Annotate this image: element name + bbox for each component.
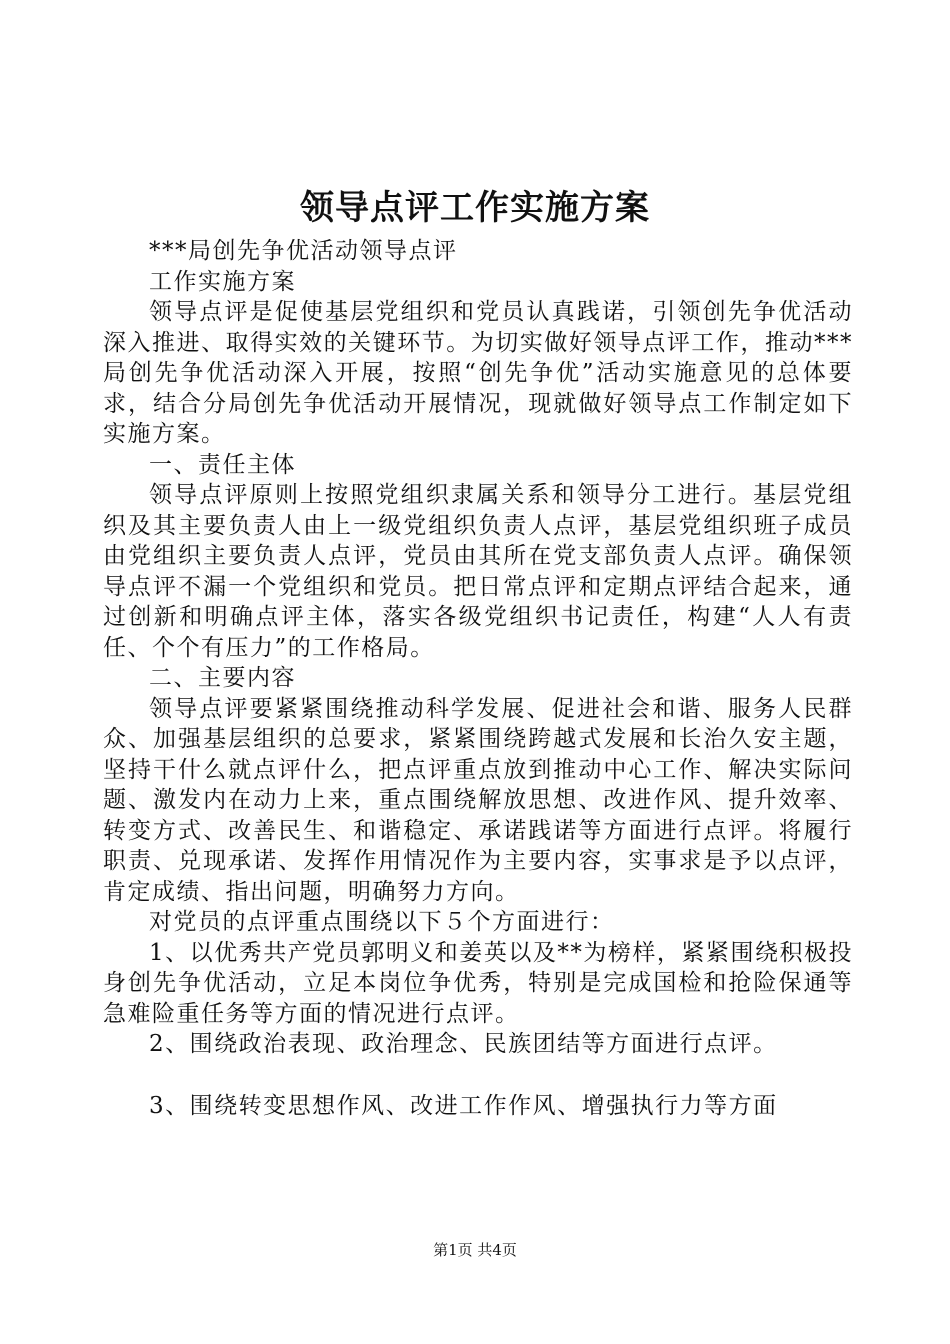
content-paragraph: 领导点评要紧紧围绕推动科学发展、促进社会和谐、服务人民群众、加强基层组织的总要求，紧紧围绕跨越式发展和长治久安主题，坚持干什么就点评什么，把点评重点放到推动中心工作、解决实际问题、激发内在动力上来，重点围绕解放思想、改进作风、提升效率、转变方式、改善民生、和谐稳定、承诺践诺等方面进行点评。将履行职责、兑现承诺、发挥作用情况作为主要内容，实事求是予以点评，肯定成绩、指出问题，明确努力方向。 [103, 695, 853, 905]
list-item-3: 3、围绕转变思想作风、改进工作作风、增强执行力等方面 [149, 1092, 778, 1119]
document-body [103, 236, 853, 1121]
page-footer: 第1页 共4页 [433, 1241, 517, 1259]
section-heading-content: 二、主要内容 [149, 665, 296, 691]
responsibility-paragraph: 领导点评原则上按照党组织隶属关系和领导分工进行。基层党组织及其主要负责人由上一级党组织负责人点评，基层党组织班子成员由党组织主要负责人点评，党员由其所在党支部负责人点评。确保领导点评不漏一个党组织和党员。把日常点评和定期点评结合起来，通过创新和明确点评主体，落实各级党组织书记责任，构建“人人有责任、个个有压力”的工作格局。 [103, 482, 853, 661]
party-member-intro: 对党员的点评重点围绕以下５个方面进行： [149, 909, 615, 935]
list-item-1: 1、以优秀共产党员郭明义和姜英以及**为榜样，紧紧围绕积极投身创先争优活动，立足本岗位争优秀，特别是完成国检和抢险保通等急难险重任务等方面的情况进行点评。 [103, 939, 853, 1027]
subtitle-line-2: 工作实施方案 [149, 268, 296, 295]
intro-paragraph: 领导点评是促使基层党组织和党员认真践诺，引领创先争优活动深入推进、取得实效的关键环节。为切实做好领导点评工作，推动***局创先争优活动深入开展，按照“创先争优”活动实施意见的总体要求，结合分局创先争优活动开展情况，现就做好领导点工作制定如下实施方案。 [103, 299, 853, 447]
subtitle-line-1: ***局创先争优活动领导点评 [149, 238, 458, 264]
section-heading-responsibility: 一、责任主体 [149, 451, 296, 478]
document-title: 领导点评工作实施方案 [300, 188, 650, 228]
list-item-2: 2、围绕政治表现、政治理念、民族团结等方面进行点评。 [149, 1031, 778, 1057]
